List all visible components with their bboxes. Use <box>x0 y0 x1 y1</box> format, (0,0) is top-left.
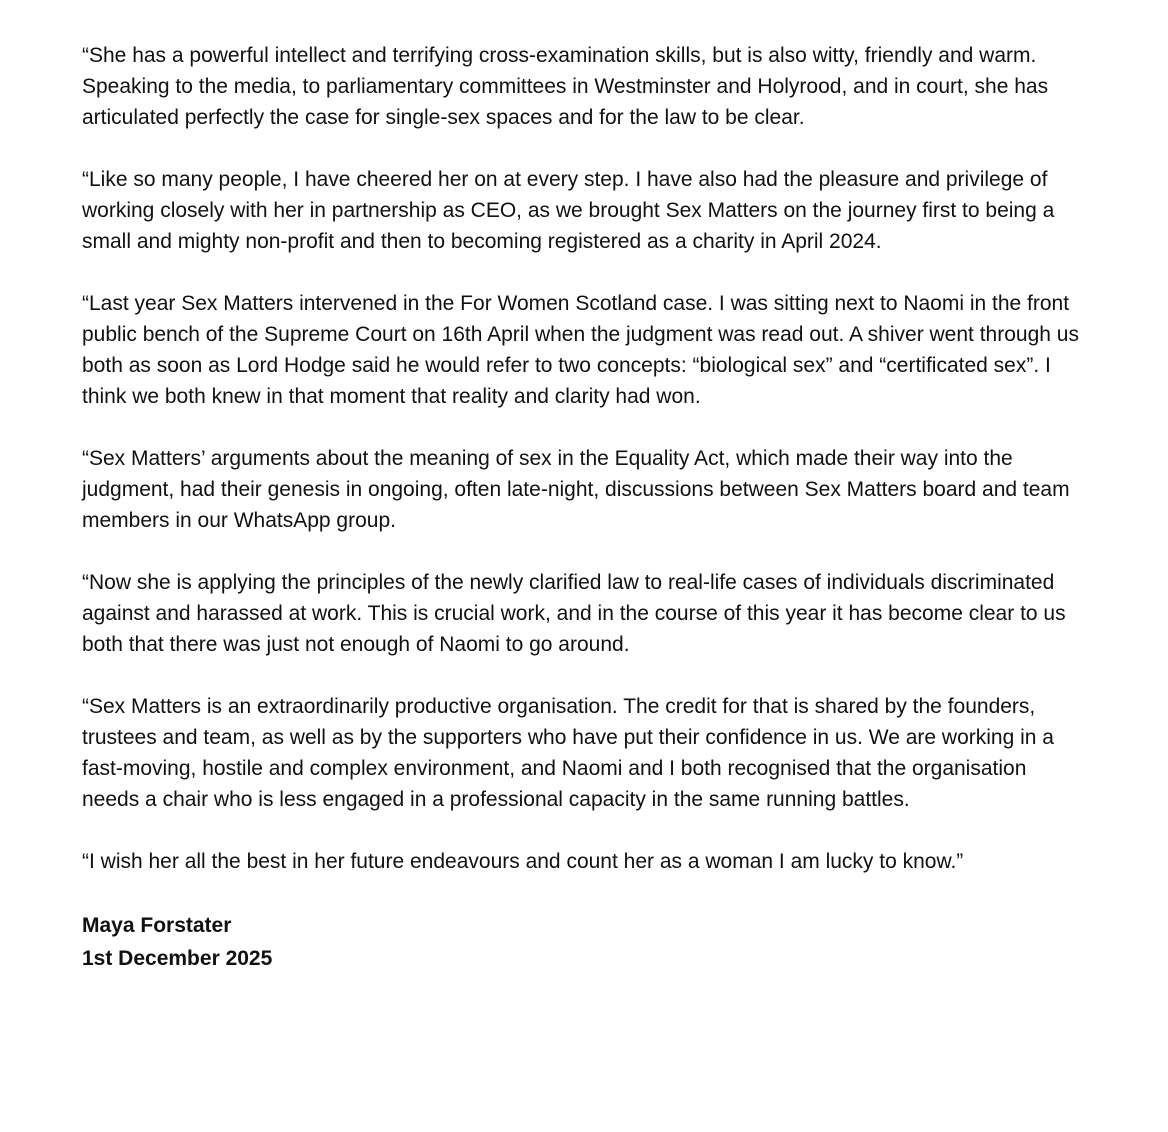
paragraph-best-wishes: “I wish her all the best in her future endeavours and count her as a woman I am lucky to know.” <box>82 850 964 873</box>
paragraph-supreme-court: “Last year Sex Matters intervened in the For Women Scotland case. I was sitting next to Naomi in the front public bench of the Supreme Court on 16th April when the judgment was read out. A shiver went through us both as soon as Lord Hodge said he would refer to two concepts: “biological sex” and “certificated sex”. I think we both knew in that moment that reality and clarity had won. <box>82 292 1079 408</box>
paragraph-cheered-on: “Like so many people, I have cheered her on at every step. I have also had the pleasure and privilege of working closely with her in partnership as CEO, as we brought Sex Matters on the journey first to being a small and mighty non-profit and then to becoming registered as a charity in April 2024. <box>82 168 1055 253</box>
signature-block <box>82 908 1082 974</box>
paragraph-intellect: “She has a powerful intellect and terrifying cross-examination skills, but is also witty, friendly and warm. Speaking to the media, to parliamentary committees in Westminster and Holyrood, and in court, she has articulated perfectly the case for single-sex spaces and for the law to be clear. <box>82 44 1049 129</box>
paragraph-organisation: “Sex Matters is an extraordinarily productive organisation. The credit for that is shared by the founders, trustees and team, as well as by the supporters who have put their confidence in us. We are working in a fast-moving, hostile and complex environment, and Naomi and I both recognised that the organisation needs a chair who is less engaged in a professional capacity in the same running battles. <box>82 695 1054 811</box>
paragraph-new-law: “Now she is applying the principles of the newly clarified law to real-life cases of individuals discriminated against and harassed at work. This is crucial work, and in the course of this year it has become clear to us both that there was just not enough of Naomi to go around. <box>82 571 1066 656</box>
paragraph-equality-act: “Sex Matters’ arguments about the meaning of sex in the Equality Act, which made their way into the judgment, had their genesis in ongoing, often late-night, discussions between Sex Matters board and team members in our WhatsApp group. <box>82 447 1070 532</box>
signature-date: 1st December 2025 <box>82 947 273 970</box>
statement-body <box>82 40 1082 974</box>
signature-name: Maya Forstater <box>82 914 232 937</box>
